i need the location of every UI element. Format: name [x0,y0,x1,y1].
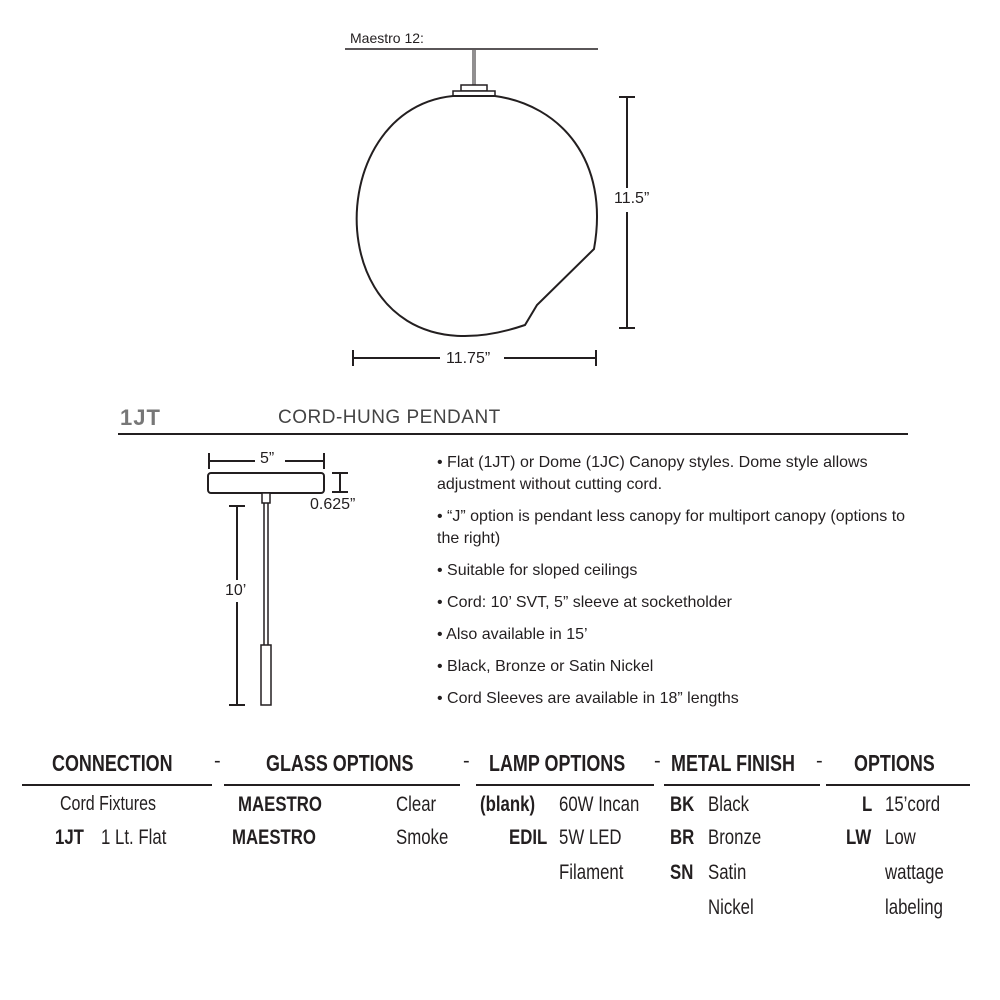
canopy-width-label: 5” [260,450,275,467]
finish-desc: Black [708,793,750,816]
feature-item: • Flat (1JT) or Dome (1JC) Canopy styles. Dome style allows adjustment without cutting cord. [437,454,868,493]
lamp-code: (blank) [480,793,536,816]
option-code: LW [846,826,872,849]
header-separator: - [463,750,470,772]
width-label: 11.75” [446,350,491,367]
rule-lamp [476,784,654,786]
finish-desc: Bronze [708,826,762,849]
glass-desc: Clear [396,793,437,816]
socket-sleeve [261,645,271,705]
section-title: CORD-HUNG PENDANT [278,407,501,428]
feature-list [437,452,907,720]
glass-code: MAESTRO [238,793,322,816]
connection-code: 1JT [55,826,84,849]
lamp-desc: 5W LED [559,826,622,849]
feature-item: • Suitable for sloped ceilings [437,562,638,579]
finish-code: SN [670,861,694,884]
glass-code: MAESTRO [232,826,316,849]
header-lamp: LAMP OPTIONS [489,750,626,776]
header-glass: GLASS OPTIONS [266,750,414,776]
glass-desc: Smoke [396,826,449,849]
feature-item: • Cord Sleeves are available in 18” lengths [437,690,739,707]
header-separator: - [654,750,661,772]
rule-finish [664,784,820,786]
feature-item: • Black, Bronze or Satin Nickel [437,658,654,675]
lamp-desc: 60W Incan [559,793,640,816]
option-desc: Low [885,826,916,849]
feature-item: • “J” option is pendant less canopy for multiport canopy (options to the right) [437,508,906,547]
connection-group: Cord Fixtures [60,793,157,815]
rule-connection [22,784,212,786]
model-label: Maestro 12: [350,30,424,46]
cord-length-label: 10’ [225,582,247,599]
header-separator: - [816,750,823,772]
finish-desc: Satin [708,861,747,884]
option-desc: 15’cord [885,793,941,816]
canopy-shape [208,473,324,493]
finish-code: BK [670,793,695,816]
option-code: L [862,793,873,816]
canopy-height-label: 0.625” [310,496,356,513]
finish-code: BR [670,826,695,849]
header-separator: - [214,750,221,772]
rule-glass [224,784,460,786]
height-label: 11.5” [614,190,650,207]
finish-desc: Nickel [708,896,754,919]
lamp-code: EDIL [509,826,548,849]
feature-item: • Also available in 15’ [437,626,588,643]
option-desc: wattage [885,861,944,884]
section-code: 1JT [120,405,161,430]
feature-item: • Cord: 10’ SVT, 5” sleeve at socketholder [437,594,732,611]
header-connection: CONNECTION [52,750,173,776]
header-options: OPTIONS [854,750,935,776]
header-finish: METAL FINISH [671,750,795,776]
rule-options [826,784,970,786]
lamp-desc: Filament [559,861,624,884]
option-desc: labeling [885,896,943,919]
connection-desc: 1 Lt. Flat [101,826,167,849]
